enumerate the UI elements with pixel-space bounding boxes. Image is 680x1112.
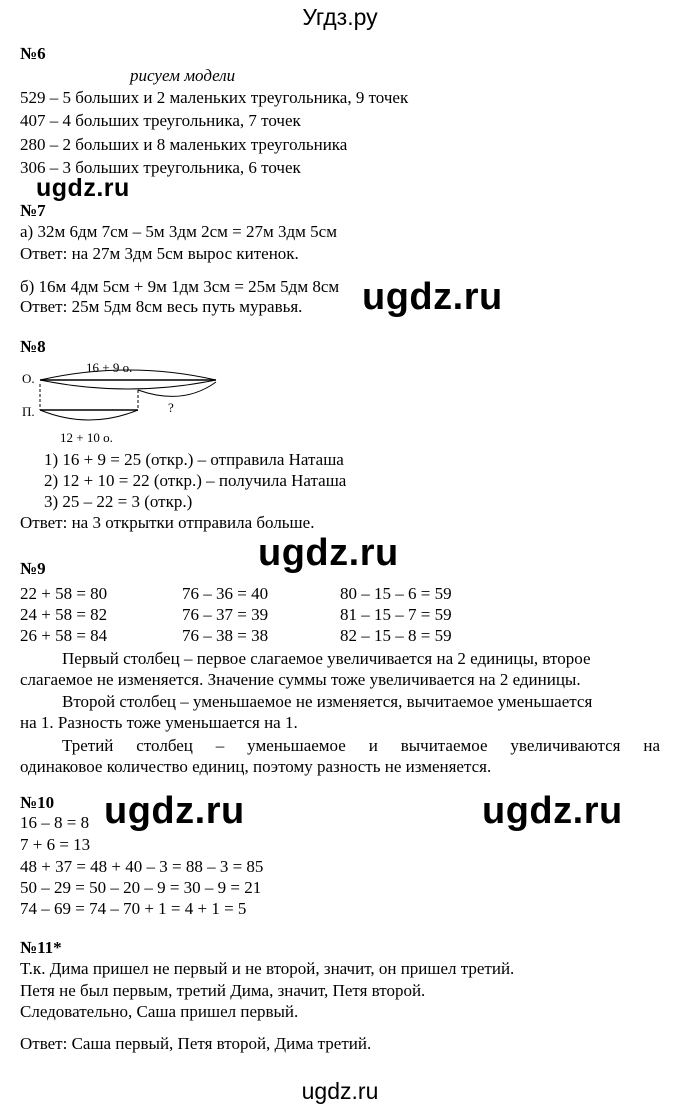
diagram-top-lower-arc bbox=[40, 380, 216, 389]
watermark: ugdz.ru bbox=[104, 790, 245, 832]
section-9-col1-row: 26 + 58 = 84 bbox=[20, 626, 108, 645]
section-7-a-answer: Ответ: на 27м 3дм 5см вырос китенок. bbox=[20, 244, 299, 263]
diagram-bottom-expression: 12 + 10 о. bbox=[60, 430, 113, 445]
section-11-answer: Ответ: Саша первый, Петя второй, Дима третий. bbox=[20, 1034, 372, 1053]
section-10-line: 16 – 8 = 8 bbox=[20, 813, 90, 832]
watermark: ugdz.ru bbox=[482, 790, 623, 832]
section-7-a-equation: а) 32м 6дм 7см – 5м 3дм 2см = 27м 3дм 5см bbox=[20, 222, 337, 241]
section-9-col1-row: 22 + 58 = 80 bbox=[20, 584, 108, 603]
section-7-b-answer: Ответ: 25м 5дм 8см весь путь муравья. bbox=[20, 297, 303, 316]
diagram-label-p: П. bbox=[22, 404, 35, 419]
section-9-col3-row: 80 – 15 – 6 = 59 bbox=[340, 584, 452, 603]
section-8-step: 3) 25 – 22 = 3 (откр.) bbox=[44, 492, 193, 511]
section-11-line: Т.к. Дима пришел не первый и не второй, значит, он пришел третий. bbox=[20, 959, 515, 978]
section-8-step: 2) 12 + 10 = 22 (откр.) – получила Наташа bbox=[44, 471, 347, 490]
section-7-title: №7 bbox=[20, 201, 46, 220]
section-9-paragraph-3-line-1: Третий столбец – уменьшаемое и вычитаемое увеличиваются на bbox=[62, 736, 660, 755]
section-8-diagram bbox=[18, 358, 238, 450]
site-header: Угдз.ру bbox=[302, 4, 378, 30]
section-8-step: 1) 16 + 9 = 25 (откр.) – отправила Наташа bbox=[44, 450, 344, 469]
section-10-line: 50 – 29 = 50 – 20 – 9 = 30 – 9 = 21 bbox=[20, 878, 262, 897]
section-9-col3-row: 82 – 15 – 8 = 59 bbox=[340, 626, 452, 645]
section-11-line: Петя не был первым, третий Дима, значит, Петя второй. bbox=[20, 981, 426, 1000]
site-footer: ugdz.ru bbox=[301, 1078, 379, 1104]
diagram-question: ? bbox=[168, 400, 174, 415]
section-9-title: №9 bbox=[20, 559, 46, 578]
watermark: ugdz.ru bbox=[258, 532, 399, 574]
section-8-answer: Ответ: на 3 открытки отправила больше. bbox=[20, 513, 315, 532]
section-10-line: 48 + 37 = 48 + 40 – 3 = 88 – 3 = 85 bbox=[20, 857, 264, 876]
section-6-line: 407 – 4 больших треугольника, 7 точек bbox=[20, 111, 301, 130]
section-9-paragraph-2-line-1: Второй столбец – уменьшаемое не изменяется, вычитаемое уменьшается bbox=[62, 692, 593, 711]
diagram-bottom-brace bbox=[40, 410, 138, 420]
section-6-line: 306 – 3 больших треугольника, 6 точек bbox=[20, 158, 301, 177]
section-9-paragraph-1-line-2: слагаемое не изменяется. Значение суммы тоже увеличивается на 2 единицы. bbox=[20, 670, 581, 689]
section-9-col3-row: 81 – 15 – 7 = 59 bbox=[340, 605, 452, 624]
section-7-b-equation: б) 16м 4дм 5см + 9м 1дм 3см = 25м 5дм 8см bbox=[20, 277, 340, 296]
diagram-top-expression: 16 + 9 о. bbox=[86, 360, 133, 375]
section-6-line: 529 – 5 больших и 2 маленьких треугольника, 9 точек bbox=[20, 88, 409, 107]
section-11-line: Следовательно, Саша пришел первый. bbox=[20, 1002, 299, 1021]
section-9-col2-row: 76 – 36 = 40 bbox=[182, 584, 269, 603]
section-10-line: 7 + 6 = 13 bbox=[20, 835, 91, 854]
section-6-line: 280 – 2 больших и 8 маленьких треугольника bbox=[20, 135, 348, 154]
section-8-title: №8 bbox=[20, 337, 46, 356]
section-9-paragraph-3-line-2: одинаковое количество единиц, поэтому разность не изменяется. bbox=[20, 757, 492, 776]
watermark: ugdz.ru bbox=[36, 174, 130, 202]
diagram-label-o: О. bbox=[22, 371, 35, 386]
section-10-line: 74 – 69 = 74 – 70 + 1 = 4 + 1 = 5 bbox=[20, 899, 247, 918]
section-9-col1-row: 24 + 58 = 82 bbox=[20, 605, 108, 624]
section-9-paragraph-1-line-1: Первый столбец – первое слагаемое увеличивается на 2 единицы, второе bbox=[62, 649, 591, 668]
diagram-difference-brace bbox=[138, 382, 216, 396]
section-10-title: №10 bbox=[20, 793, 55, 812]
section-6-title: №6 bbox=[20, 44, 46, 63]
section-9-paragraph-2-line-2: на 1. Разность тоже уменьшается на 1. bbox=[20, 713, 298, 732]
watermark: ugdz.ru bbox=[362, 276, 503, 318]
section-9-col2-row: 76 – 37 = 39 bbox=[182, 605, 269, 624]
section-11-title: №11* bbox=[20, 938, 62, 957]
section-9-col2-row: 76 – 38 = 38 bbox=[182, 626, 269, 645]
section-6-subtitle: рисуем модели bbox=[130, 66, 236, 85]
